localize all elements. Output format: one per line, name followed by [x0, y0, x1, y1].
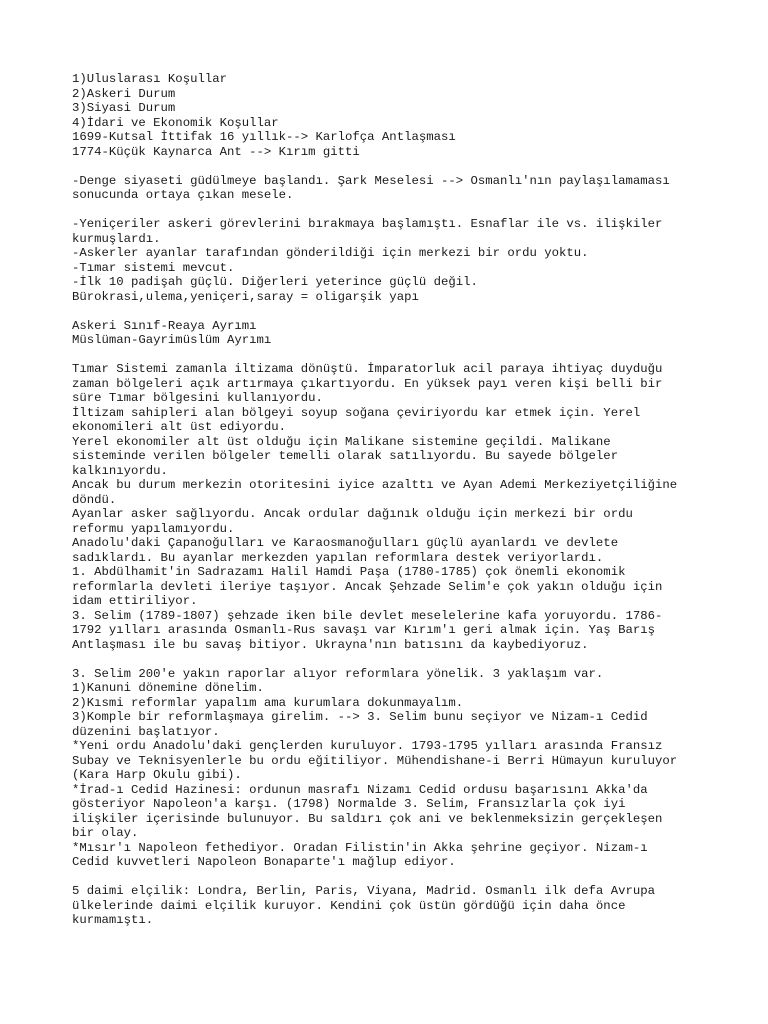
blank-line	[72, 348, 712, 363]
text-line: 1)Kanuni dönemine dönelim.	[72, 681, 264, 695]
text-line: 1. Abdülhamit'in Sadrazamı Halil Hamdi Paşa (1780-1785) çok önemli ekonomik	[72, 565, 626, 579]
text-line: gösteriyor Napoleon'a karşı. (1798) Normalde 3. Selim, Fransızlarla çok iyi	[72, 797, 626, 811]
document-page	[72, 72, 712, 928]
text-line: düzenini başlatıyor.	[72, 724, 220, 739]
blank-line	[72, 870, 712, 885]
text-line: 3. Selim 200'e yakın raporlar alıyor reformlara yönelik. 3 yaklaşım var.	[72, 666, 604, 681]
blank-line	[72, 159, 712, 174]
text-line: Yerel ekonomiler alt üst olduğu için Malikane sistemine geçildi. Malikane	[72, 434, 611, 449]
text-line: 1792 yılları arasında Osmanlı-Rus savaşı var Kırım'ı geri almak için. Yaş Barış	[72, 623, 655, 637]
text-line: -Askerler ayanlar tarafından gönderildiği için merkezi bir ordu yoktu.	[72, 246, 589, 260]
text-line: Müslüman-Gayrimüslüm Ayrımı	[72, 333, 272, 347]
text-line: Ayanlar asker sağlıyordu. Ancak ordular dağınık olduğu için merkezi bir ordu	[72, 507, 633, 521]
text-line: ülkelerinde daimi elçilik kuruyor. Kendini çok üstün gördüğü için daha önce	[72, 898, 626, 913]
text-line: Askeri Sınıf-Reaya Ayrımı	[72, 318, 257, 333]
text-line: 1774-Küçük Kaynarca Ant --> Kırım gitti	[72, 144, 360, 159]
text-line: Tımar Sistemi zamanla iltizama dönüştü. İmparatorluk acil paraya ihtiyaç duyduğu	[72, 362, 663, 376]
text-line: Subay ve Teknisyenlerle bu ordu eğitiliyor. Mühendishane-i Berri Hümayun kuruluyor	[72, 753, 678, 768]
text-line: kurmuşlardı.	[72, 231, 161, 246]
text-line: 2)Askeri Durum	[72, 86, 176, 101]
text-line: (Kara Harp Okulu gibi).	[72, 768, 242, 782]
text-line: -Tımar sistemi mevcut.	[72, 260, 235, 275]
blank-line	[72, 203, 712, 218]
text-line: -Denge siyaseti güdülmeye başlandı. Şark Meselesi --> Osmanlı'nın paylaşılamaması	[72, 173, 670, 188]
text-line: kalkınıyordu.	[72, 463, 168, 478]
text-line: *Yeni ordu Anadolu'daki gençlerden kuruluyor. 1793-1795 yılları arasında Fransız	[72, 739, 663, 753]
text-line: İltizam sahipleri alan bölgeyi soyup soğana çeviriyordu kar etmek için. Yerel	[72, 405, 641, 420]
text-line: 3)Komple bir reformlaşmaya girelim. --> 3. Selim bunu seçiyor ve Nizam-ı Cedid	[72, 710, 648, 724]
text-line: idam ettiriliyor.	[72, 594, 198, 608]
text-line: 3)Siyasi Durum	[72, 101, 176, 115]
text-line: *İrad-ı Cedid Hazinesi: ordunun masrafı Nizamı Cedid ordusu başarısını Akka'da	[72, 782, 648, 797]
text-line: -İlk 10 padişah güçlü. Diğerleri yeterince güçlü değil.	[72, 275, 478, 289]
text-line: Cedid kuvvetleri Napoleon Bonaparte'ı mağlup ediyor.	[72, 855, 456, 869]
text-line: Anadolu'daki Çapanoğulları ve Karaosmanoğulları güçlü ayanlardı ve devlete	[72, 536, 619, 550]
text-line: reformu yapılamıyordu.	[72, 521, 235, 536]
text-line: Ancak bu durum merkezin otoritesini iyice azalttı ve Ayan Ademi Merkeziyetçiliğine	[72, 478, 678, 492]
text-line: 5 daimi elçilik: Londra, Berlin, Paris, Viyana, Madrid. Osmanlı ilk defa Avrupa	[72, 884, 655, 898]
text-line: zaman bölgeleri açık artırmaya çıkartıyordu. En yüksek payı veren kişi belli bir	[72, 376, 663, 391]
text-line: 1)Uluslarası Koşullar	[72, 72, 227, 86]
text-line: 1699-Kutsal İttifak 16 yıllık--> Karlofça Antlaşması	[72, 130, 456, 144]
text-line: bir olay.	[72, 826, 139, 840]
blank-line	[72, 304, 712, 319]
text-line: ekonomileri alt üst ediyordu.	[72, 420, 287, 434]
text-line: ilişkiler içerisinde bulunuyor. Bu saldırı çok ani ve beklenmeksizin gerçekleşen	[72, 811, 663, 826]
text-line: döndü.	[72, 492, 117, 507]
text-line: süre Tımar bölgesini kullanıyordu.	[72, 391, 323, 405]
text-line: *Mısır'ı Napoleon fethediyor. Oradan Filistin'in Akka şehrine geçiyor. Nizam-ı	[72, 840, 648, 855]
text-line: sonucunda ortaya çıkan mesele.	[72, 188, 294, 202]
text-line: Antlaşması ile bu savaş bitiyor. Ukrayna'nın batısını da kaybediyoruz.	[72, 637, 589, 652]
text-line: sisteminde verilen bölgeler temelli olarak satılıyordu. Bu sayede bölgeler	[72, 449, 619, 463]
text-line: 4)İdari ve Ekonomik Koşullar	[72, 115, 279, 130]
text-line: 2)Kısmi reformlar yapalım ama kurumlara dokunmayalım.	[72, 695, 464, 710]
text-line: 3. Selim (1789-1807) şehzade iken bile devlet meselelerine kafa yoruyordu. 1786-	[72, 608, 663, 623]
text-line: kurmamıştı.	[72, 913, 154, 927]
blank-line	[72, 652, 712, 667]
text-line: Bürokrasi,ulema,yeniçeri,saray = oligarşik yapı	[72, 289, 419, 304]
text-line: reformlarla devleti ileriye taşıyor. Ancak Şehzade Selim'e çok yakın olduğu için	[72, 579, 663, 594]
text-line: -Yeniçeriler askeri görevlerini bırakmaya başlamıştı. Esnaflar ile vs. ilişkiler	[72, 217, 663, 231]
text-line: sadıklardı. Bu ayanlar merkezden yapılan reformlara destek veriyorlardı.	[72, 550, 604, 565]
